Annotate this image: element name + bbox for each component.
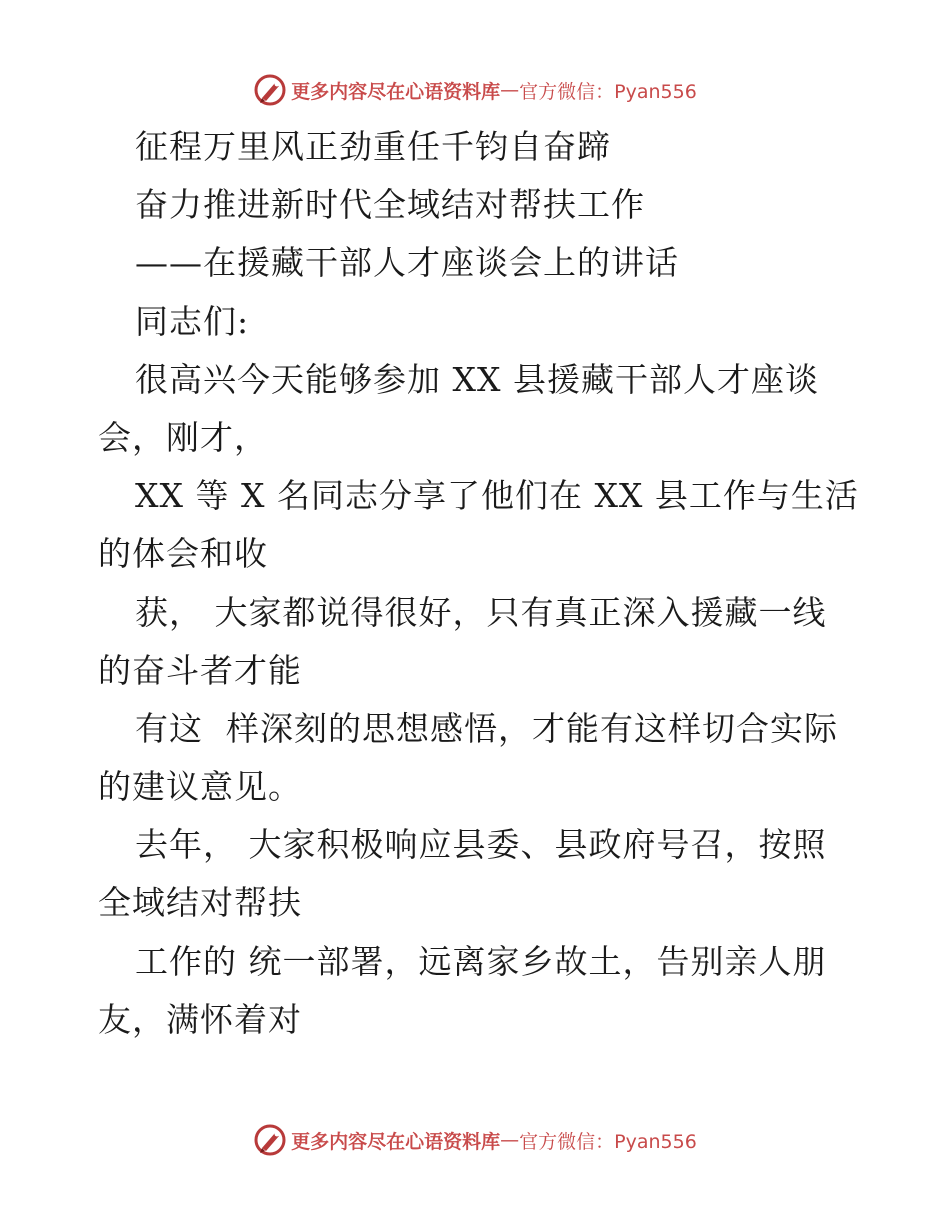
paragraph-line: 全域结对帮扶 (98, 883, 302, 923)
paragraph-line: 的奋斗者才能 (98, 650, 302, 690)
banner-separator: — (500, 1129, 520, 1151)
paragraph-line: 征程万里风正劲重任千钧自奋蹄 (135, 127, 611, 166)
pen-logo-icon (253, 73, 287, 107)
pen-logo-icon (253, 1123, 287, 1157)
paragraph-line: 工作的 统一部署，远离家乡故土，告别亲人朋 (135, 941, 827, 981)
paragraph-line: 同志们: (135, 301, 250, 341)
paragraph-line: 有这 样深刻的思想感悟，才能有这样切合实际 (135, 708, 838, 748)
paragraph-line: 友，满怀着对 (98, 999, 302, 1039)
banner-wechat: 官方微信：Pyan556 (519, 1130, 697, 1153)
paragraph-line: ——在援藏干部人才座谈会上的讲话 (135, 243, 679, 283)
paragraph-line: 获， 大家都说得很好，只有真正深入援藏一线 (135, 592, 827, 632)
footer-banner (0, 1120, 950, 1160)
paragraph-line: 很高兴今天能够参加 XX 县援藏干部人才座谈 (135, 359, 819, 399)
paragraph-line: XX 等 X 名同志分享了他们在 XX 县工作与生活 (135, 476, 859, 516)
banner-text: 更多内容尽在心语资料库 (291, 1130, 501, 1153)
header-banner (0, 70, 950, 110)
banner-text: 更多内容尽在心语资料库 (291, 80, 501, 103)
paragraph-line: 的体会和收 (98, 534, 268, 574)
paragraph-line: 去年， 大家积极响应县委、县政府号召，按照 (135, 825, 827, 865)
banner-wechat: 官方微信：Pyan556 (519, 80, 697, 103)
paragraph-line: 的建议意见。 (98, 767, 302, 807)
banner-separator: — (500, 79, 520, 101)
paragraph-line: 奋力推进新时代全域结对帮扶工作 (135, 185, 645, 225)
paragraph-line: 会，刚才， (98, 417, 268, 457)
document-body (98, 118, 858, 1049)
